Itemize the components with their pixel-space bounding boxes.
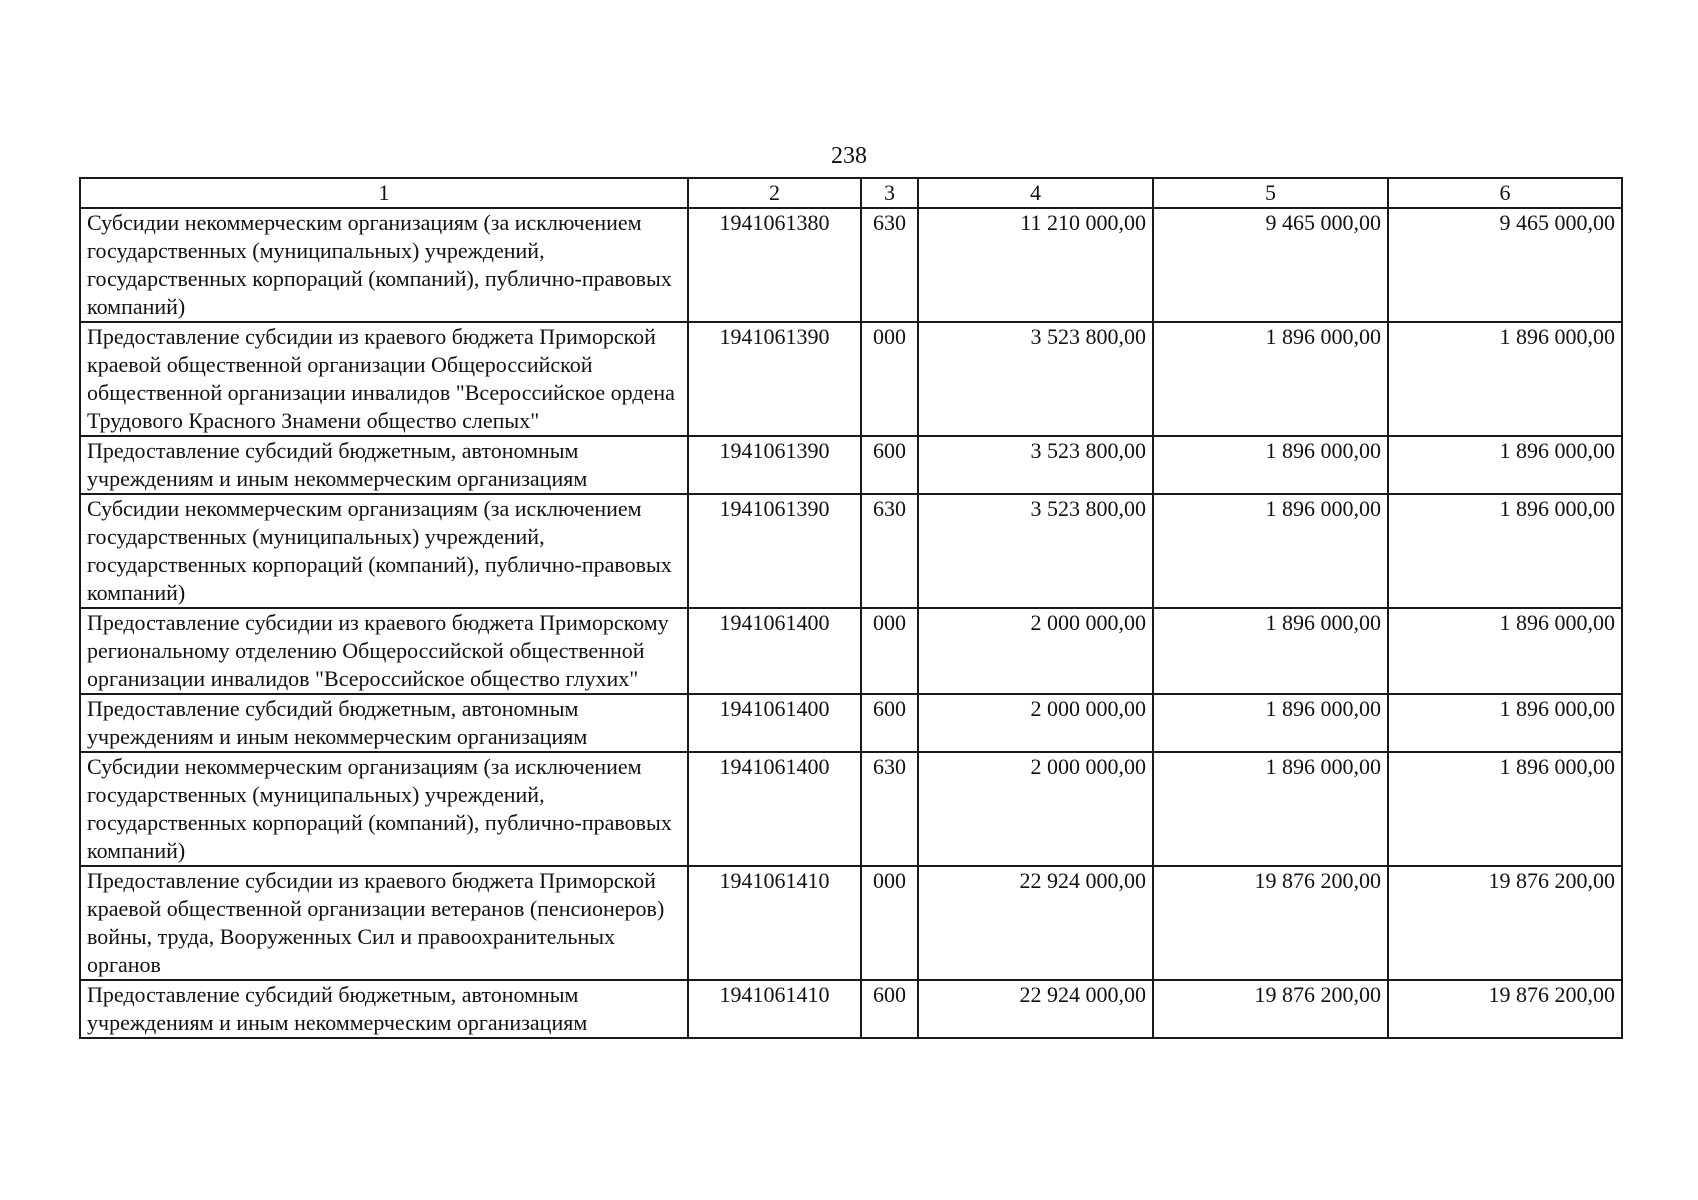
row-kind: 600 (861, 436, 918, 494)
row-amount-5: 1 896 000,00 (1153, 694, 1388, 752)
row-code: 1941061390 (688, 436, 861, 494)
row-amount-4: 3 523 800,00 (918, 494, 1153, 608)
row-amount-6: 1 896 000,00 (1388, 694, 1622, 752)
row-kind: 630 (861, 752, 918, 866)
row-name: Субсидии некоммерческим организациям (за исключением государственных (муниципальных) учреждений, государственных корпораций (компаний), публично-правовых компаний) (80, 208, 688, 322)
row-amount-4: 3 523 800,00 (918, 436, 1153, 494)
row-amount-4: 2 000 000,00 (918, 752, 1153, 866)
row-kind: 630 (861, 494, 918, 608)
row-name: Предоставление субсидии из краевого бюджета Приморской краевой общественной организации Общероссийской общественной организации инвалидов "Всероссийское ордена Трудового Красного Знамени общество слепых" (80, 322, 688, 436)
table-row (80, 322, 1622, 436)
row-name: Предоставление субсидий бюджетным, автономным учреждениям и иным некоммерческим организациям (80, 694, 688, 752)
row-amount-4: 2 000 000,00 (918, 694, 1153, 752)
column-header-1: 1 (80, 178, 688, 208)
row-code: 1941061400 (688, 752, 861, 866)
row-code: 1941061410 (688, 866, 861, 980)
row-amount-5: 1 896 000,00 (1153, 752, 1388, 866)
row-kind: 000 (861, 608, 918, 694)
page-number: 238 (831, 143, 867, 169)
row-amount-6: 9 465 000,00 (1388, 208, 1622, 322)
row-name: Предоставление субсидий бюджетным, автономным учреждениям и иным некоммерческим организациям (80, 980, 688, 1038)
row-code: 1941061390 (688, 494, 861, 608)
row-kind: 630 (861, 208, 918, 322)
row-code: 1941061410 (688, 980, 861, 1038)
row-code: 1941061400 (688, 608, 861, 694)
row-code: 1941061390 (688, 322, 861, 436)
row-name: Предоставление субсидии из краевого бюджета Приморскому региональному отделению Общероссийской общественной организации инвалидов "Всероссийское общество глухих" (80, 608, 688, 694)
row-amount-5: 1 896 000,00 (1153, 436, 1388, 494)
table-row (80, 694, 1622, 752)
row-kind: 600 (861, 694, 918, 752)
table-row (80, 866, 1622, 980)
table-body (80, 208, 1622, 1038)
row-amount-4: 22 924 000,00 (918, 866, 1153, 980)
column-header-6: 6 (1388, 178, 1622, 208)
row-amount-6: 1 896 000,00 (1388, 436, 1622, 494)
row-kind: 000 (861, 866, 918, 980)
column-header-3: 3 (861, 178, 918, 208)
header-row (80, 178, 1622, 208)
table-row (80, 436, 1622, 494)
row-kind: 000 (861, 322, 918, 436)
table-row (80, 208, 1622, 322)
row-amount-4: 22 924 000,00 (918, 980, 1153, 1038)
row-amount-6: 1 896 000,00 (1388, 322, 1622, 436)
table-row (80, 608, 1622, 694)
row-amount-4: 3 523 800,00 (918, 322, 1153, 436)
row-name: Предоставление субсидии из краевого бюджета Приморской краевой общественной организации ветеранов (пенсионеров) войны, труда, Вооруженных Сил и правоохранительных органов (80, 866, 688, 980)
table-row (80, 752, 1622, 866)
column-header-2: 2 (688, 178, 861, 208)
row-name: Субсидии некоммерческим организациям (за исключением государственных (муниципальных) учреждений, государственных корпораций (компаний), публично-правовых компаний) (80, 494, 688, 608)
row-amount-5: 1 896 000,00 (1153, 322, 1388, 436)
row-amount-6: 1 896 000,00 (1388, 494, 1622, 608)
column-header-4: 4 (918, 178, 1153, 208)
table-row (80, 980, 1622, 1038)
row-amount-5: 19 876 200,00 (1153, 980, 1388, 1038)
row-amount-5: 1 896 000,00 (1153, 494, 1388, 608)
row-amount-5: 19 876 200,00 (1153, 866, 1388, 980)
row-name: Субсидии некоммерческим организациям (за исключением государственных (муниципальных) учреждений, государственных корпораций (компаний), публично-правовых компаний) (80, 752, 688, 866)
row-amount-6: 19 876 200,00 (1388, 866, 1622, 980)
row-code: 1941061400 (688, 694, 861, 752)
row-amount-5: 1 896 000,00 (1153, 608, 1388, 694)
column-header-5: 5 (1153, 178, 1388, 208)
row-amount-6: 1 896 000,00 (1388, 608, 1622, 694)
row-amount-6: 19 876 200,00 (1388, 980, 1622, 1038)
row-code: 1941061380 (688, 208, 861, 322)
row-amount-4: 2 000 000,00 (918, 608, 1153, 694)
row-name: Предоставление субсидий бюджетным, автономным учреждениям и иным некоммерческим организациям (80, 436, 688, 494)
row-amount-5: 9 465 000,00 (1153, 208, 1388, 322)
table-header (80, 178, 1622, 208)
row-kind: 600 (861, 980, 918, 1038)
row-amount-6: 1 896 000,00 (1388, 752, 1622, 866)
row-amount-4: 11 210 000,00 (918, 208, 1153, 322)
table-row (80, 494, 1622, 608)
budget-table (79, 177, 1623, 1039)
